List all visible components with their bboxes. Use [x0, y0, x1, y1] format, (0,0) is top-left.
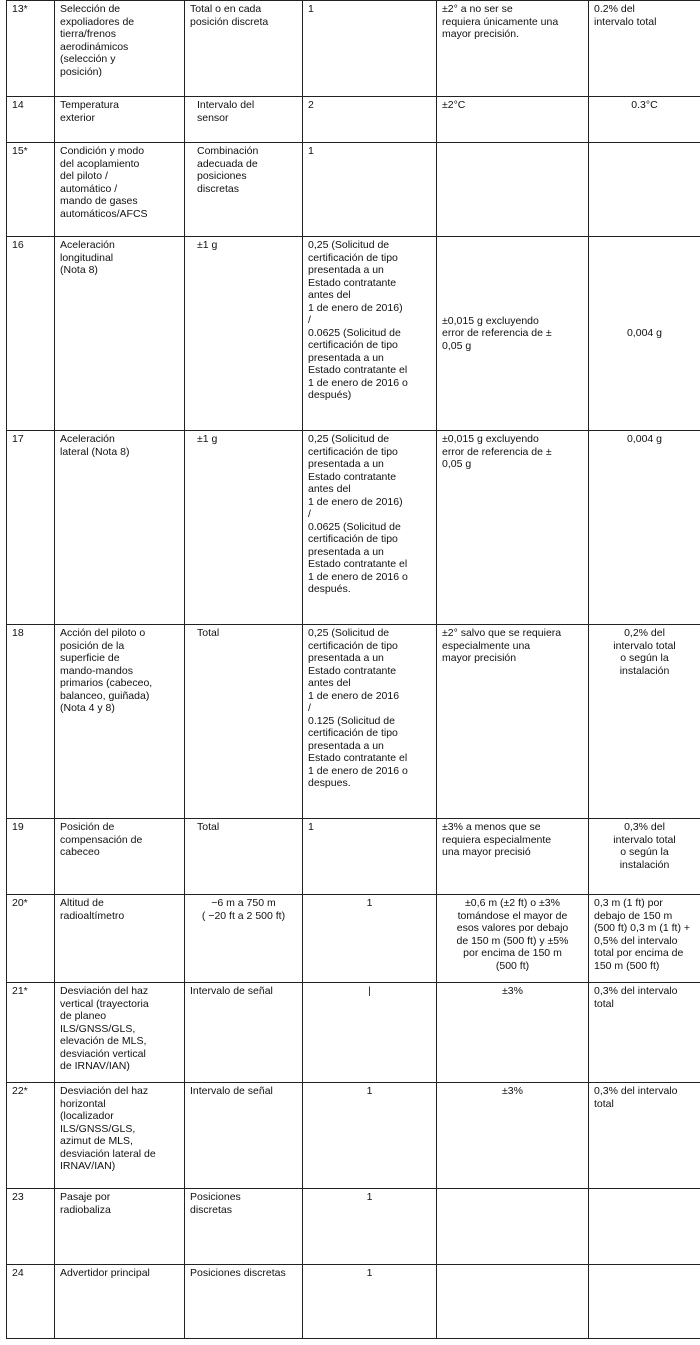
- resolution-cell: 0.3°C: [589, 97, 700, 143]
- table-row: [7, 1265, 700, 1339]
- resolution-cell: [589, 1189, 700, 1265]
- recording-interval-cell: 1: [303, 895, 437, 983]
- resolution-cell: 0,004 g: [589, 237, 700, 431]
- recording-interval-cell: 1: [303, 1, 437, 97]
- resolution-cell: 0,3% del intervalo total o según la instalación: [589, 819, 700, 895]
- table-row: [7, 97, 700, 143]
- resolution-cell: 0.2% del intervalo total: [589, 1, 700, 97]
- accuracy-cell: [437, 1265, 589, 1339]
- range-cell: Posiciones discretas: [185, 1265, 303, 1339]
- table-row: [7, 431, 700, 625]
- row-number: 14: [7, 97, 55, 143]
- accuracy-cell: ±2° a no ser se requiera únicamente una mayor precisión.: [437, 1, 589, 97]
- range-cell: Total: [185, 625, 303, 819]
- parameter-name: Advertidor principal: [55, 1265, 185, 1339]
- range-cell: Total o en cada posición discreta: [185, 1, 303, 97]
- table-row: [7, 143, 700, 237]
- resolution-cell: [589, 1265, 700, 1339]
- range-cell: Intervalo de señal: [185, 1083, 303, 1189]
- parameter-name: Altitud de radioaltímetro: [55, 895, 185, 983]
- row-number: 23: [7, 1189, 55, 1265]
- table-row: [7, 1083, 700, 1189]
- row-number: 24: [7, 1265, 55, 1339]
- row-number: 21*: [7, 983, 55, 1083]
- recording-interval-cell: 1: [303, 1265, 437, 1339]
- parameter-name: Temperatura exterior: [55, 97, 185, 143]
- table-row: [7, 895, 700, 983]
- table-row: [7, 1189, 700, 1265]
- row-number: 20*: [7, 895, 55, 983]
- range-cell: Posiciones discretas: [185, 1189, 303, 1265]
- row-number: 18: [7, 625, 55, 819]
- recording-interval-cell: 1: [303, 1083, 437, 1189]
- resolution-cell: 0,3% del intervalo total: [589, 983, 700, 1083]
- recording-interval-cell: 0,25 (Solicitud de certificación de tipo presentada a un Estado contratante antes del 1 de enero de 2016) / 0.0625 (Solicitud de certificación de tipo presentada a un Estado contratante el 1 de enero de 2016 o después): [303, 237, 437, 431]
- table-row: [7, 1, 700, 97]
- parameter-name: Desviación del haz horizontal (localizador ILS/GNSS/GLS, azimut de MLS, desviación lateral de IRNAV/IAN): [55, 1083, 185, 1189]
- parameter-name: Aceleración lateral (Nota 8): [55, 431, 185, 625]
- parameter-name: Condición y modo del acoplamiento del piloto / automático / mando de gases automáticos/AFCS: [55, 143, 185, 237]
- range-cell: ±1 g: [185, 237, 303, 431]
- table-row: [7, 819, 700, 895]
- row-number: 22*: [7, 1083, 55, 1189]
- row-number: 16: [7, 237, 55, 431]
- accuracy-cell: [437, 1189, 589, 1265]
- recording-interval-cell: 0,25 (Solicitud de certificación de tipo presentada a un Estado contratante antes del 1 de enero de 2016 / 0.125 (Solicitud de certificación de tipo presentada a un Estado contratante el 1 de enero de 2016 o despues.: [303, 625, 437, 819]
- parameter-name: Desviación del haz vertical (trayectoria de planeo ILS/GNSS/GLS, elevación de MLS, desviación vertical de IRNAV/IAN): [55, 983, 185, 1083]
- parameter-name: Selección de expoliadores de tierra/frenos aerodinámicos (selección y posición): [55, 1, 185, 97]
- range-cell: Total: [185, 819, 303, 895]
- range-cell: Combinación adecuada de posiciones discretas: [185, 143, 303, 237]
- accuracy-cell: ±2°C: [437, 97, 589, 143]
- accuracy-cell: ±2° salvo que se requiera especialmente una mayor precisión: [437, 625, 589, 819]
- parameter-name: Pasaje por radiobaliza: [55, 1189, 185, 1265]
- accuracy-cell: ±3%: [437, 1083, 589, 1189]
- resolution-cell: [589, 143, 700, 237]
- accuracy-cell: ±0,015 g excluyendo error de referencia de ± 0,05 g: [437, 431, 589, 625]
- row-number: 15*: [7, 143, 55, 237]
- row-number: 13*: [7, 1, 55, 97]
- accuracy-cell: [437, 143, 589, 237]
- table-row: [7, 983, 700, 1083]
- recording-interval-cell: 0,25 (Solicitud de certificación de tipo presentada a un Estado contratante antes del 1 de enero de 2016) / 0.0625 (Solicitud de certificación de tipo presentada a un Estado contratante el 1 de enero de 2016 o después.: [303, 431, 437, 625]
- parameter-name: Acción del piloto o posición de la superficie de mando-mandos primarios (cabeceo, balanceo, guiñada) (Nota 4 y 8): [55, 625, 185, 819]
- range-cell: ±1 g: [185, 431, 303, 625]
- parameter-name: Aceleración longitudinal (Nota 8): [55, 237, 185, 431]
- row-number: 19: [7, 819, 55, 895]
- range-cell: −6 m a 750 m ( −20 ft a 2 500 ft): [185, 895, 303, 983]
- accuracy-cell: ±0,6 m (±2 ft) o ±3% tomándose el mayor de esos valores por debajo de 150 m (500 ft) y ±5% por encima de 150 m (500 ft): [437, 895, 589, 983]
- recording-interval-cell: 1: [303, 819, 437, 895]
- resolution-cell: 0,3% del intervalo total: [589, 1083, 700, 1189]
- recording-interval-cell: 1: [303, 1189, 437, 1265]
- resolution-cell: 0,2% del intervalo total o según la instalación: [589, 625, 700, 819]
- range-cell: Intervalo de señal: [185, 983, 303, 1083]
- table-row: [7, 625, 700, 819]
- resolution-cell: 0,3 m (1 ft) por debajo de 150 m (500 ft) 0,3 m (1 ft) + 0,5% del intervalo total por encima de 150 m (500 ft): [589, 895, 700, 983]
- parameter-name: Posición de compensación de cabeceo: [55, 819, 185, 895]
- accuracy-cell: ±3% a menos que se requiera especialmente una mayor precisió: [437, 819, 589, 895]
- recording-interval-cell: 2: [303, 97, 437, 143]
- accuracy-cell: ±3%: [437, 983, 589, 1083]
- range-cell: Intervalo del sensor: [185, 97, 303, 143]
- row-number: 17: [7, 431, 55, 625]
- resolution-cell: 0,004 g: [589, 431, 700, 625]
- parameter-table: [6, 0, 700, 1339]
- recording-interval-cell: 1: [303, 143, 437, 237]
- table-row: [7, 237, 700, 431]
- accuracy-cell: ±0,015 g excluyendo error de referencia de ± 0,05 g: [437, 237, 589, 431]
- recording-interval-cell: |: [303, 983, 437, 1083]
